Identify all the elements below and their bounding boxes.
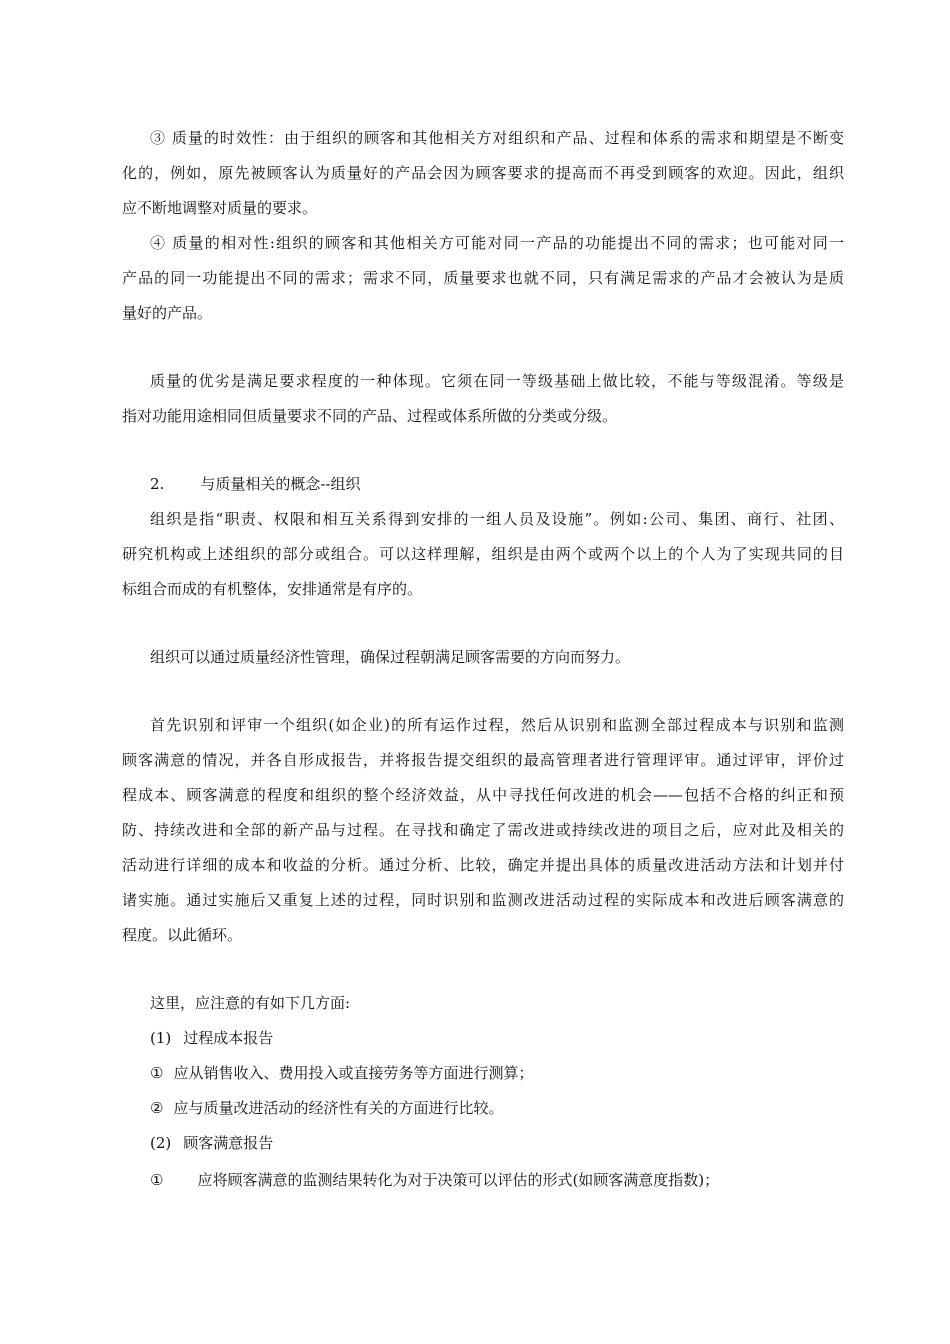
text-line: 应不断地调整对质量的要求。 [122,199,318,217]
list-number: ① [150,1064,164,1082]
text-line: 标组合而成的有机整体，安排通常是有序的。 [122,580,423,598]
list-item [150,1170,719,1190]
text-line: 顾客满意的情况，并各自形成报告，并将报告提交组织的最高管理者进行管理评审。通过评审，评价过 [122,751,844,769]
list-item [150,1098,503,1118]
section-number: 2. [150,475,165,493]
text-line: 首先识别和评审一个组织(如企业)的所有运作过程，然后从识别和监测全部过程成本与识别和监测 [150,716,844,734]
list-heading-text: 过程成本报告 [183,1029,274,1047]
text-line: 程成本、顾客满意的程度和组织的整个经济效益，从中寻找任何改进的机会——包括不合格的纠正和预 [122,786,844,804]
text-line: ④ 质量的相对性:组织的顾客和其他相关方可能对同一产品的功能提出不同的需求；也可能对同一 [150,234,844,252]
text-line: ③ 质量的时效性：由于组织的顾客和其他相关方对组织和产品、过程和体系的需求和期望是不断变 [150,129,844,147]
section-title: 与质量相关的概念--组织 [200,475,361,493]
section-heading [150,474,360,494]
list-number: ① [150,1171,164,1189]
text-line: 活动进行详细的成本和收益的分析。通过分析、比较，确定并提出具体的质量改进活动方法和计划并付 [122,856,844,874]
text-line: 化的，例如，原先被顾客认为质量好的产品会因为顾客要求的提高而不再受到顾客的欢迎。因此，组织 [122,164,844,182]
list-number: (2) [150,1134,172,1152]
list-heading [150,1028,273,1048]
list-item [150,1063,533,1083]
list-number: (1) [150,1029,172,1047]
list-item-text: 应与质量改进活动的经济性有关的方面进行比较。 [173,1099,504,1117]
text-line: 诸实施。通过实施后又重复上述的过程，同时识别和监测改进活动过程的实际成本和改进后顾客满意的 [122,891,844,909]
list-number: ② [150,1099,164,1117]
text-line: 程度。以此循环。 [122,926,243,944]
text-line: 指对功能用途相同但质量要求不同的产品、过程或体系所做的分类或分级。 [122,407,618,425]
text-line: 研究机构或上述组织的部分或组合。可以这样理解，组织是由两个或两个以上的个人为了实现共同的目 [122,545,844,563]
text-line: 质量的优劣是满足要求程度的一种体现。它须在同一等级基础上做比较，不能与等级混淆。等级是 [150,372,844,390]
text-line: 组织可以通过质量经济性管理，确保过程朝满足顾客需要的方向而努力。 [150,648,631,666]
text-line: 产品的同一功能提出不同的需求；需求不同，质量要求也就不同，只有满足需求的产品才会被认为是质 [122,269,844,287]
list-heading [150,1133,273,1153]
text-line: 这里，应注意的有如下几方面: [150,994,351,1012]
text-line: 组织是指“职责、权限和相互关系得到安排的一组人员及设施”。例如:公司、集团、商行、社团、 [150,510,844,528]
text-line: 防、持续改进和全部的新产品与过程。在寻找和确定了需改进或持续改进的项目之后，应对此及相关的 [122,821,844,839]
text-line: 量好的产品。 [122,304,213,322]
list-item-text: 应从销售收入、费用投入或直接劳务等方面进行测算； [173,1064,534,1082]
list-heading-text: 顾客满意报告 [183,1134,274,1152]
list-item-text: 应将顾客满意的监测结果转化为对于决策可以评估的形式(如顾客满意度指数)； [197,1171,720,1189]
